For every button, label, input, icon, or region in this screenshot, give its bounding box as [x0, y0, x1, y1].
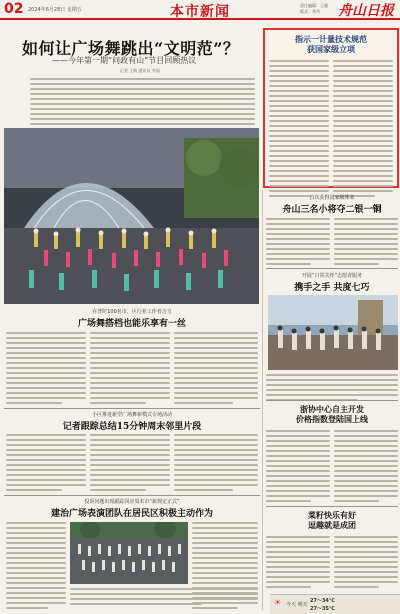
story3-body-col3: [174, 434, 258, 494]
divider: [4, 495, 260, 496]
lead-subtitle: ——今年第一期“问政有山”节目回顾热议: [52, 56, 197, 65]
divider: [266, 400, 398, 401]
right-story1-kicker: 首次获得国家级殊荣: [309, 195, 355, 201]
volunteer-photo: [268, 295, 398, 370]
weather-footer: [270, 594, 400, 614]
story3-headline: 记者跟踪总结15分钟周末邻里片段: [62, 422, 202, 432]
right-story3-body-right: [334, 430, 398, 505]
plaza-night-photo: [70, 522, 188, 584]
weather-tomorrow: 27～35℃: [310, 606, 335, 612]
newspaper-logo: 舟山日报: [338, 3, 394, 19]
right-story4-body-right: [334, 536, 398, 591]
divider: [4, 408, 260, 409]
right-story4-headline-line2: 逗趣就是成团: [308, 520, 356, 530]
featured-title-line1: 指示一计量技术规范: [295, 34, 367, 44]
mid-body-col3: [174, 332, 258, 407]
right-story2-headline: 携手之手 共度七巧: [294, 283, 370, 293]
right-story2-photo: [268, 295, 398, 370]
right-story3-body-left: [266, 430, 330, 505]
mid-body-col1: [6, 332, 86, 407]
lead-headline: 如何让广场舞跳出“文明范”？: [22, 39, 240, 58]
page-number: 02: [4, 1, 24, 17]
mid-story-headline: 广场舞搭档也能乐享有一丝: [77, 319, 186, 329]
featured-body-right: [333, 60, 393, 200]
right-story4-body-left: [266, 536, 330, 591]
right-story1-body-right: [334, 218, 398, 268]
sun-icon: ☀: [274, 598, 282, 607]
right-story3-headline-line2: 价格指数登陆国上线: [296, 414, 368, 424]
issue-date: 2024年6月28日 星期五: [28, 7, 82, 13]
story4-body-left: [6, 522, 66, 612]
story4-photo: [70, 522, 188, 584]
lead-byline: 记者 王敏 通讯员 李丽: [120, 68, 160, 73]
right-story2-kicker: 开展“日常关怀”志愿者服务: [301, 273, 363, 279]
story4-headline: 建治广场表演团队在居民区积极主动作为: [50, 509, 213, 519]
weather-label: 今天 明天: [286, 602, 308, 608]
story4-kicker: 投诉问题出现跟踪回应周末市“新规定正式”: [84, 499, 180, 505]
section-title: 本市新闻: [170, 4, 230, 20]
divider: [266, 268, 398, 269]
featured-body-left: [269, 60, 329, 200]
lead-photo: [4, 128, 259, 304]
featured-box: [263, 28, 399, 188]
right-story1-body-left: [266, 218, 330, 268]
story3-body-col2: [90, 434, 170, 494]
weather-today: 27～34℃: [310, 598, 335, 604]
divider: [266, 506, 398, 507]
right-story1-headline: 舟山三名小将夺二银一铜: [282, 205, 382, 215]
right-story4-headline-line1: 菜籽快乐有好: [308, 510, 356, 520]
square-dance-photo: [4, 128, 259, 304]
right-story3-headline-line1: 浙协中心自主开发: [300, 404, 364, 414]
story4-body-bottom: [70, 588, 258, 608]
editor-line: 责任编辑：王晓: [300, 3, 328, 8]
featured-title-line2: 获国家级立项: [307, 44, 355, 54]
lead-body-text: [30, 78, 255, 133]
story3-body-col1: [6, 434, 86, 494]
layout-line: 版式：李丹: [300, 9, 320, 14]
mid-body-col2: [90, 332, 170, 407]
page-header: [0, 0, 400, 20]
editor-credits: [300, 3, 328, 15]
story3-kicker: 小区推进新型广场舞新模式专场活动: [91, 412, 172, 418]
mid-story-kicker: 在普陀100名市、区行业工作者合力: [92, 309, 172, 315]
column-divider: [262, 190, 263, 610]
